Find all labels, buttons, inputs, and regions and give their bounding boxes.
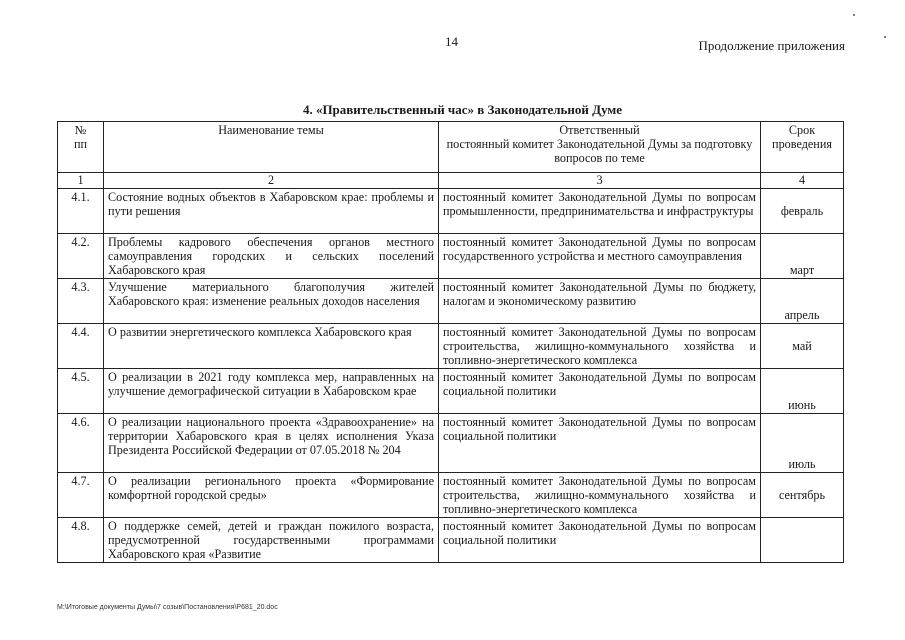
- table-header-row: [58, 122, 844, 173]
- row-responsible: постоянный комитет Законодательной Думы по вопросам государственного устройства и местного самоуправления: [439, 234, 761, 279]
- row-topic: О развитии энергетического комплекса Хабаровского края: [104, 324, 439, 369]
- row-topic: О реализации национального проекта «Здравоохранение» на территории Хабаровского края в целях исполнения Указа Президента Российской Федерации от 07.05.2018 № 204: [104, 414, 439, 473]
- table-row: [58, 369, 844, 414]
- row-term: [761, 518, 844, 563]
- row-topic: О поддержке семей, детей и граждан пожилого возраста, предусмотренной государственными программами Хабаровского края «Развитие: [104, 518, 439, 563]
- table-row: [58, 414, 844, 473]
- row-responsible: постоянный комитет Законодательной Думы по бюджету, налогам и экономическому развитию: [439, 279, 761, 324]
- row-topic: Состояние водных объектов в Хабаровском крае: проблемы и пути решения: [104, 189, 439, 234]
- row-topic: О реализации в 2021 году комплекса мер, направленных на улучшение демографической ситуации в Хабаровском крае: [104, 369, 439, 414]
- scan-speck: [884, 36, 886, 38]
- footer-file-path: М:\Итоговые документы Думы\7 созыв\Постановления\Р681_20.doc: [57, 604, 278, 611]
- row-term: июль: [761, 414, 844, 473]
- table-row: [58, 518, 844, 563]
- row-number: 4.6.: [58, 414, 104, 473]
- row-responsible: постоянный комитет Законодательной Думы по вопросам строительства, жилищно-коммунального хозяйства и топливно-энергетического комплекса: [439, 324, 761, 369]
- row-term: июнь: [761, 369, 844, 414]
- index-cell: 3: [439, 173, 761, 189]
- row-responsible: постоянный комитет Законодательной Думы по вопросам социальной политики: [439, 414, 761, 473]
- header-note: Продолжение приложения: [698, 38, 845, 53]
- table-row: [58, 189, 844, 234]
- header-topic: Наименование темы: [104, 122, 439, 173]
- row-term: февраль: [761, 189, 844, 234]
- row-number: 4.4.: [58, 324, 104, 369]
- header-responsible: Ответственный постоянный комитет Законодательной Думы за подготовку вопросов по теме: [439, 122, 761, 173]
- row-number: 4.2.: [58, 234, 104, 279]
- row-responsible: постоянный комитет Законодательной Думы по вопросам социальной политики: [439, 518, 761, 563]
- row-number: 4.1.: [58, 189, 104, 234]
- row-term: апрель: [761, 279, 844, 324]
- index-cell: 4: [761, 173, 844, 189]
- row-number: 4.5.: [58, 369, 104, 414]
- section-title: 4. «Правительственный час» в Законодательной Думе: [302, 102, 623, 117]
- index-cell: 1: [58, 173, 104, 189]
- row-responsible: постоянный комитет Законодательной Думы по вопросам социальной политики: [439, 369, 761, 414]
- table-index-row: [58, 173, 844, 189]
- row-number: 4.8.: [58, 518, 104, 563]
- table-row: [58, 234, 844, 279]
- table-row: [58, 324, 844, 369]
- header-term: Срок проведения: [761, 122, 844, 173]
- row-term: март: [761, 234, 844, 279]
- table-row: [58, 279, 844, 324]
- row-term: сентябрь: [761, 473, 844, 518]
- header-num: № пп: [58, 122, 104, 173]
- page-number: 14: [445, 34, 458, 49]
- row-responsible: постоянный комитет Законодательной Думы по вопросам промышленности, предпринимательства и инфраструктуры: [439, 189, 761, 234]
- row-number: 4.7.: [58, 473, 104, 518]
- row-responsible: постоянный комитет Законодательной Думы по вопросам строительства, жилищно-коммунального хозяйства и топливно-энергетического комплекса: [439, 473, 761, 518]
- schedule-table: [57, 121, 844, 563]
- row-term: май: [761, 324, 844, 369]
- row-number: 4.3.: [58, 279, 104, 324]
- row-topic: О реализации регионального проекта «Формирование комфортной городской среды»: [104, 473, 439, 518]
- scan-speck: [853, 14, 855, 16]
- table-row: [58, 473, 844, 518]
- row-topic: Проблемы кадрового обеспечения органов местного самоуправления городских и сельских поселений Хабаровского края: [104, 234, 439, 279]
- row-topic: Улучшение материального благополучия жителей Хабаровского края: изменение реальных доходов населения: [104, 279, 439, 324]
- index-cell: 2: [104, 173, 439, 189]
